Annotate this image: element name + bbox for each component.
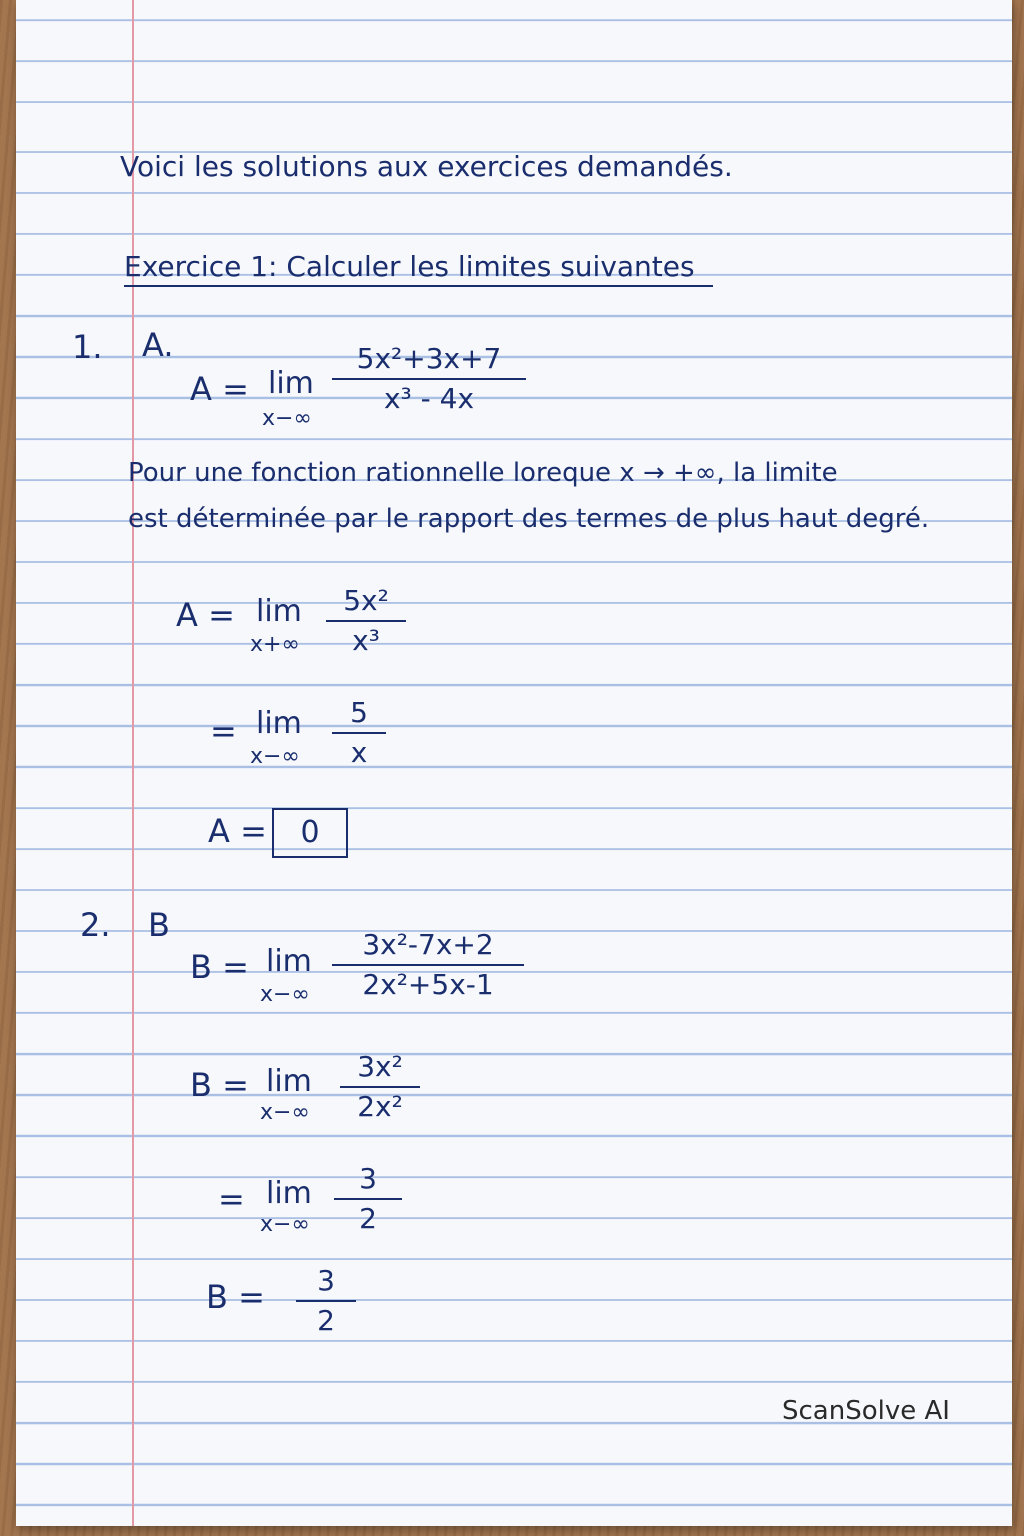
- equation-lhs: B =: [190, 948, 249, 986]
- answer-value: 0: [300, 815, 320, 850]
- problem-label: B: [148, 906, 170, 944]
- result-lhs: A =: [208, 812, 267, 850]
- lim-subscript: x+∞: [250, 632, 300, 657]
- lim-word: lim: [266, 1064, 312, 1099]
- denominator: x³: [326, 620, 406, 660]
- explanation-line: Pour une fonction rationnelle loreque x → +∞, la limite: [128, 458, 838, 488]
- answer-box: [272, 808, 348, 858]
- problem-number: 2.: [80, 906, 111, 944]
- lim-subscript: x−∞: [262, 406, 312, 431]
- fraction: [332, 340, 526, 418]
- equation-lhs: A =: [176, 596, 235, 634]
- numerator: 5: [350, 696, 368, 729]
- numerator: 3x²: [357, 1050, 403, 1083]
- equation-lhs: =: [218, 1180, 245, 1218]
- denominator: 2x²: [340, 1086, 420, 1126]
- fraction: [326, 582, 406, 660]
- exercise-title: Exercice 1: Calculer les limites suivantes: [124, 250, 713, 287]
- lim-subscript: x−∞: [260, 1100, 310, 1125]
- numerator: 5x²: [343, 584, 389, 617]
- lim-word: lim: [266, 1176, 312, 1211]
- equation-lhs: =: [210, 712, 237, 750]
- fraction: [332, 694, 386, 772]
- numerator: 5x²+3x+7: [356, 342, 502, 375]
- fraction: [332, 926, 524, 1004]
- brand-watermark: ScanSolve AI: [782, 1396, 950, 1426]
- equation-lhs: A =: [190, 370, 249, 408]
- lim-word: lim: [256, 594, 302, 629]
- fraction: [296, 1262, 356, 1340]
- lim-subscript: x−∞: [260, 982, 310, 1007]
- denominator: x: [332, 732, 386, 772]
- intro-text: Voici les solutions aux exercices demandés.: [120, 150, 733, 183]
- denominator: 2x²+5x-1: [332, 964, 524, 1004]
- lim-word: lim: [268, 366, 314, 401]
- lim-word: lim: [256, 706, 302, 741]
- margin-line: [132, 0, 134, 1526]
- problem-number: 1.: [72, 328, 103, 366]
- problem-label: A.: [142, 326, 174, 364]
- numerator: 3x²-7x+2: [362, 928, 494, 961]
- equation-lhs: B =: [190, 1066, 249, 1104]
- notebook-page: [16, 0, 1012, 1526]
- lim-subscript: x−∞: [250, 744, 300, 769]
- denominator: 2: [296, 1300, 356, 1340]
- denominator: 2: [334, 1198, 402, 1238]
- numerator: 3: [317, 1264, 335, 1297]
- denominator: x³ - 4x: [332, 378, 526, 418]
- lim-subscript: x−∞: [260, 1212, 310, 1237]
- result-lhs: B =: [206, 1278, 265, 1316]
- fraction: [334, 1160, 402, 1238]
- numerator: 3: [359, 1162, 377, 1195]
- fraction: [340, 1048, 420, 1126]
- explanation-line: est déterminée par le rapport des termes de plus haut degré.: [128, 504, 930, 534]
- lim-word: lim: [266, 944, 312, 979]
